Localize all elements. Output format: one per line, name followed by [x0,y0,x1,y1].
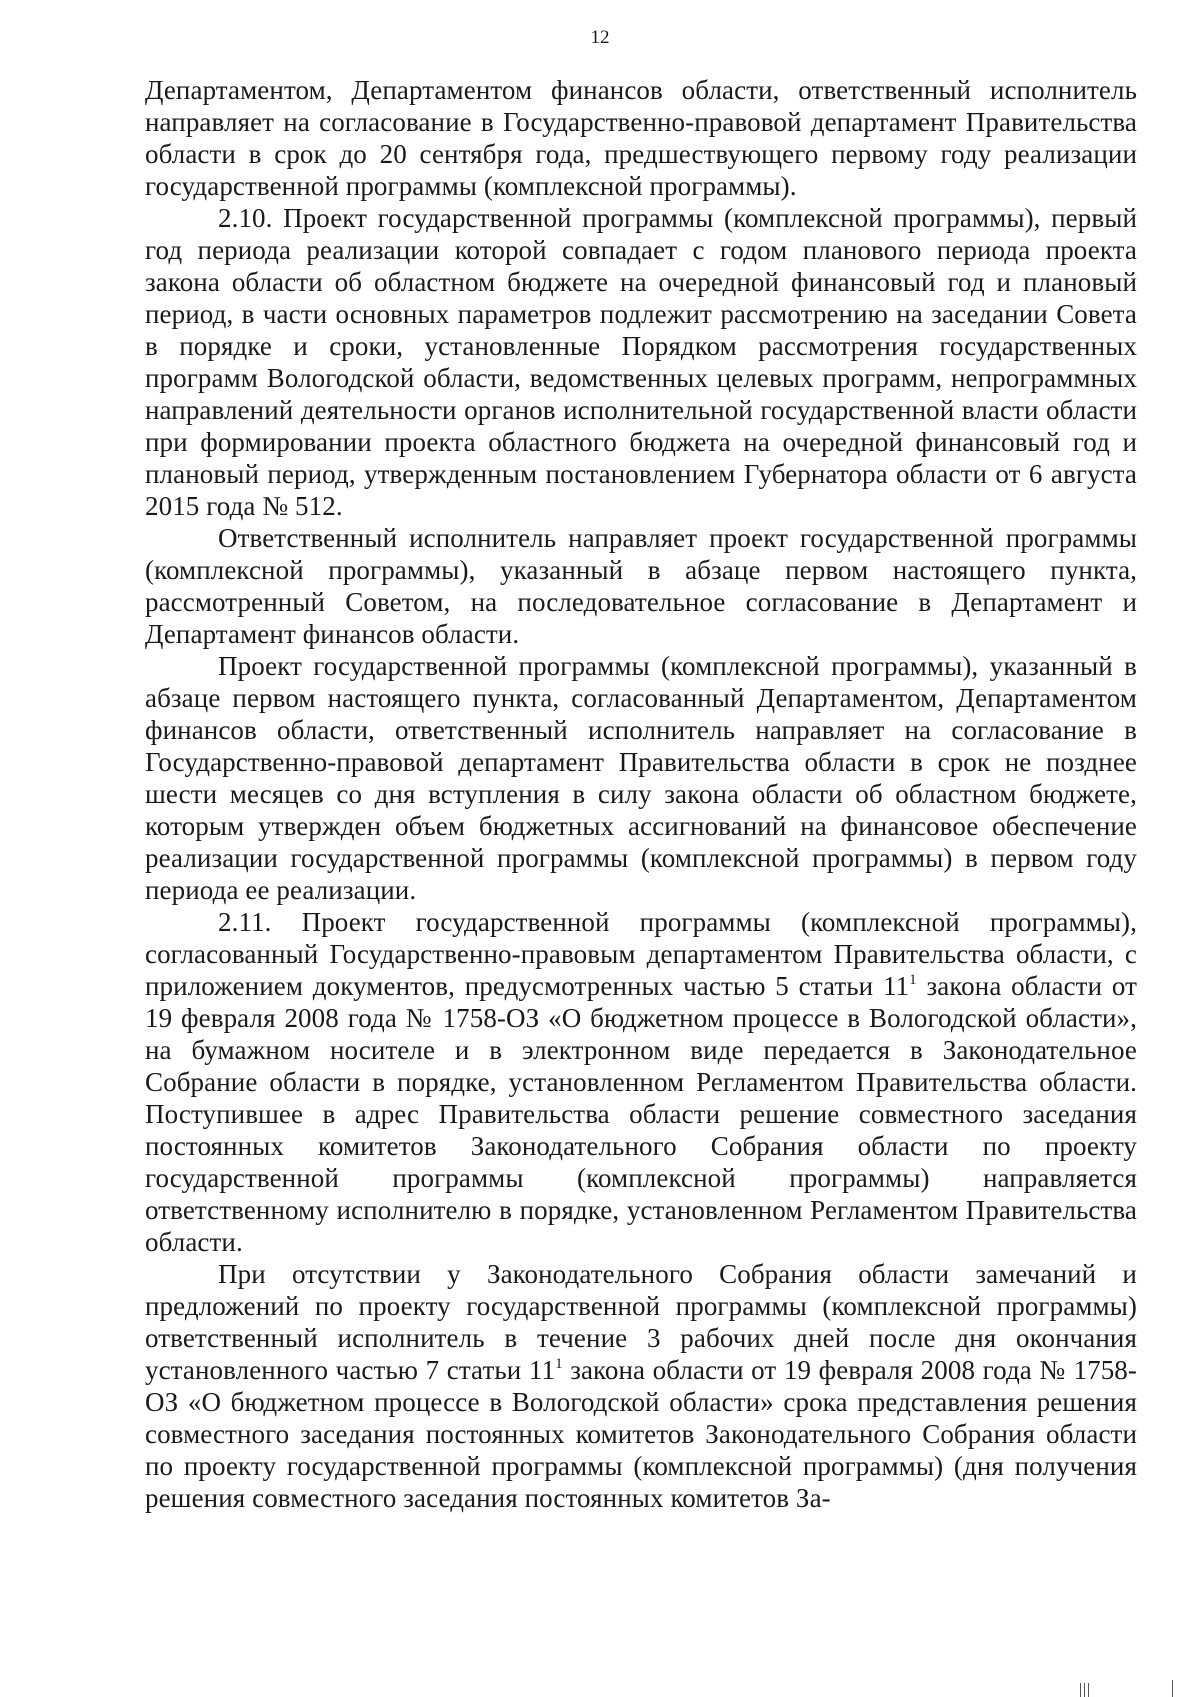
scan-artifact [1088,1683,1089,1697]
superscript: 1 [909,972,917,988]
paragraph-text: Проект государственной программы (комплексной программы), указанный в абзаце первом настоящего пункта, согласованный Департаментом, Департаментом финансов области, ответственный исполнитель направляет на согласование в Государственно-правовой департамент Правительства области в срок не позднее шести месяцев со дня вступления в силу закона области об областном бюджете, которым утвержден объем бюджетных ассигнований на финансовое обеспечение реализации государственной программы (комплексной программы) в первом году периода ее реализации. [145,651,1137,905]
paragraph-text: 2.11. Проект государственной программы (комплексной программы), согласованный Государственно-правовым департаментом Правительства области, с приложением документов, предусмотренных частью 5 статьи 11 [145,907,1137,1001]
paragraph-text: Департаментом, Департаментом финансов области, ответственный исполнитель направляет на согласование в Государственно-правовой департамент Правительства области в срок до 20 сентября года, предшествующего первому году реализации государственной программы (комплексной программы). [145,75,1137,201]
paragraph-text: 2.10. Проект государственной программы (комплексной программы), первый год периода реализации которой совпадает с годом планового периода проекта закона области об областном бюджете на очередной финансовый год и плановый период, в части основных параметров подлежит рассмотрению на заседании Совета в порядке и сроки, установленные Порядком рассмотрения государственных программ Вологодской области, ведомственных целевых программ, непрограммных направлений деятельности органов исполнительной государственной власти области при формировании проекта областного бюджета на очередной финансовый год и плановый период, утвержденным постановлением Губернатора области от 6 августа 2015 года № 512. [145,203,1137,521]
paragraph [145,650,1137,906]
paragraph-text: Ответственный исполнитель направляет проект государственной программы (комплексной программы), указанный в абзаце первом настоящего пункта, рассмотренный Советом, на последовательное согласование в Департамент и Департамент финансов области. [145,523,1137,649]
page-number: 12 [590,27,610,48]
scan-artifact [1084,1683,1085,1697]
document-body [145,74,1137,1514]
paragraph [145,1258,1137,1514]
paragraph [145,202,1137,522]
paragraph [145,906,1137,1258]
paragraph-text: закона области от 19 февраля 2008 года № 1758-ОЗ «О бюджетном процессе в Вологодской области» срока представления решения совместного заседания постоянных комитетов Законодательного Собрания области по проекту государственной программы (комплексной программы) (дня получения решения совместного заседания постоянных комитетов За- [145,1355,1137,1513]
paragraph [145,74,1137,202]
paragraph [145,522,1137,650]
paragraph-text: закона области от 19 февраля 2008 года № 1758-ОЗ «О бюджетном процессе в Вологодской области», на бумажном носителе и в электронном виде передается в Законодательное Собрание области в порядке, установленном Регламентом Правительства области. Поступившее в адрес Правительства области решение совместного заседания постоянных комитетов Законодательного Собрания области по проекту государственной программы (комплексной программы) направляется ответственному исполнителю в порядке, установленном Регламентом Правительства области. [145,971,1137,1257]
paragraph-text: При отсутствии у Законодательного Собрания области замечаний и предложений по проекту государственной программы (комплексной программы) ответственный исполнитель в течение 3 рабочих дней после дня окончания установленного частью 7 статьи 11 [145,1259,1137,1385]
superscript: 1 [555,1356,563,1372]
scan-artifact [1172,1680,1173,1697]
scan-artifact [1080,1683,1081,1697]
